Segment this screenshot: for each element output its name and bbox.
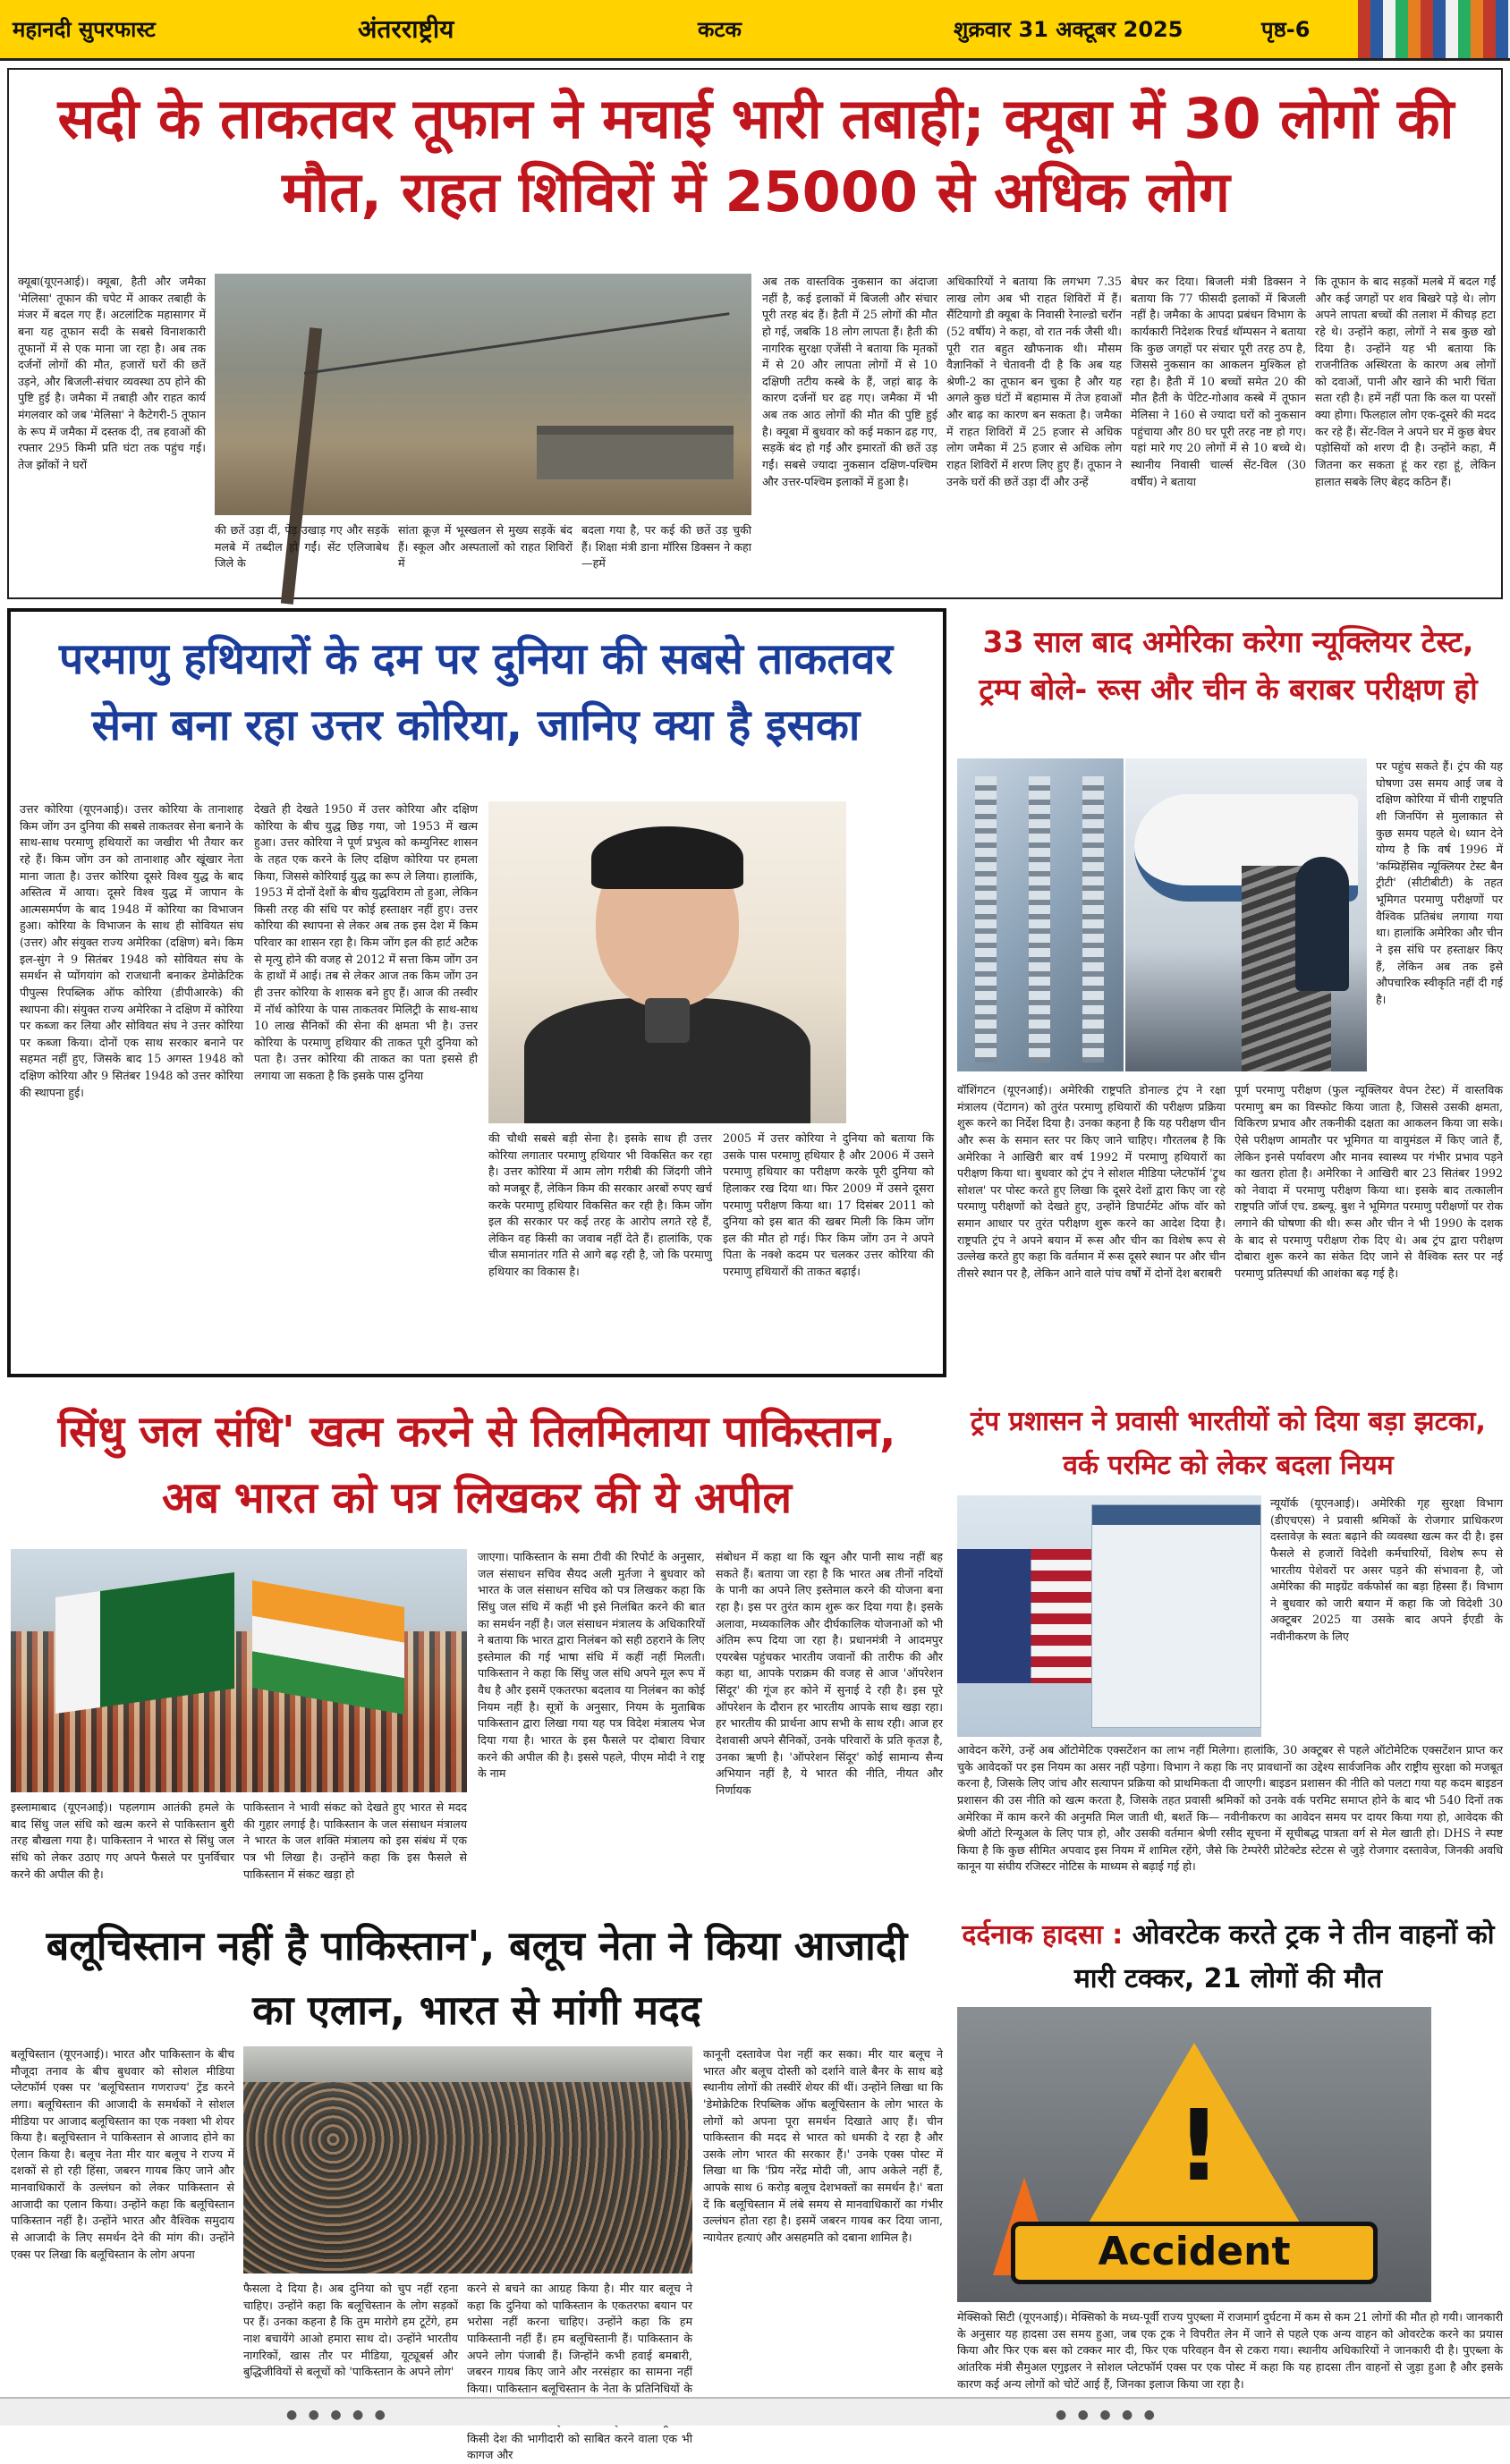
article-column: बदला गया है, पर कई की छतें उड़ चुकी हैं। शिक्षा मंत्री डाना मॉरिस डिक्सन ने कहा—हमें — [581, 523, 751, 571]
headline-hurricane — [18, 82, 1494, 229]
person-graphic — [1295, 857, 1349, 991]
id-card-graphic — [1091, 1504, 1261, 1728]
headline-balochistan — [7, 1914, 946, 2043]
headline-line-2: सेना बना रहा उत्तर कोरिया, जानिए क्या है इसका — [91, 700, 861, 751]
nuclear-lab-photo — [957, 758, 1124, 1071]
card-header-strip — [1092, 1505, 1260, 1525]
headline-line-1: ट्रंप प्रशासन ने प्रवासी भारतीयों को दिया बड़ा झटका, — [971, 1406, 1486, 1437]
article-column: उत्तर कोरिया (यूएनआई)। उत्तर कोरिया के तानाशाह किम जोंग उन दुनिया की सबसे ताकतवर सेना बनाने के साथ-साथ परमाणु हथियारों का जखीरा भी तैयार कर रहे हैं। किम जोंग उन को तानाशाह और खूंखार नेता माना जाता है। उत्तर कोरिया दूसरे विश्व युद्ध के बाद अस्तित्व में आया। दूसरे विश्व युद्ध में जापान के आत्मसमर्पण के बाद 1948 में कोरिया का विभाजन हुआ। कोरिया के विभाजन के साथ ही सोवियत संघ (उत्तर) और संयुक्त राज्य अमेरिका (दक्षिण) बने। किम इल-सुंग ने 9 सितंबर 1948 को सोवियत संघ के समर्थन से प्योंगयांग को राजधानी बनाकर डेमोक्रेटिक पीपुल्स रिपब्लिक ऑफ कोरिया (डीपीआरके) की स्थापना की। संयुक्त राज्य अमेरिका ने दक्षिण में कोरिया पर कब्जा कर लिया और सोवियत संघ ने उत्तर कोरिया पर कब्जा किया। दोनों एक साथ सरकार बनाने पर सहमत नहीं हुए, जिसके बाद 15 अगस्त 1948 को दक्षिण कोरिया और 9 सितंबर 1948 को उत्तर कोरिया की स्थापना हुई। — [20, 802, 243, 1099]
headline-north-korea — [20, 626, 932, 759]
article-column: जाएगा। पाकिस्तान के समा टीवी की रिपोर्ट के अनुसार, जल संसाधन सचिव सैयद अली मुर्तजा ने बुधवार को भारत के जल संसाधन सचिव को पत्र लिखकर कहा कि सिंधु जल संधि में कहीं भी इसे निलंबित करने की बात का समर्थन नहीं है। जल संसाधन मंत्रालय के अधिकारियों ने बताया कि भारत द्वारा निलंबन को सही ठहराने के लिए इस्तेमाल की गई भाषा संधि में कहीं नहीं मिलती। पाकिस्तान ने कहा कि सिंधु जल संधि अपने मूल रूप में वैध है और इसमें एकतरफा बदलाव या निलंबन का कोई नियम नहीं है। सूत्रों के अनुसार, नियम के मुताबिक पाकिस्तान द्वारा लिखा गया यह पत्र विदेश मंत्रालय भेज दिया गया है। भारत के इस फैसले पर दोबारा विचार करने की अपील की है। इससे पहले, पीएम मोदी ने राष्ट्र के नाम — [478, 1550, 705, 1781]
article-column: की चौथी सबसे बड़ी सेना है। इसके साथ ही उत्तर कोरिया लगातार परमाणु हथियार भी विकसित कर रहा है। उत्तर कोरिया में आम लोग गरीबी की जिंदगी जीने को मजबूर हैं, लेकिन किम की सरकार अरबों रुपए खर्च करके परमाणु हथियार विकसित कर रही है। किम जोंग इल की सरकार पर कई तरह के आरोप लगते रहे हैं, लेकिन वह किसी का जवाब नहीं देते हैं। हालांकि, एक चीज समानांतर गति से आगे बढ़ रही है, जो कि परमाणु हथियार का विकास है। — [488, 1131, 712, 1278]
accident-label: Accident — [1011, 2222, 1378, 2284]
article-column: न्यूयॉर्क (यूएनआई)। अमेरिकी गृह सुरक्षा विभाग (डीएचएस) ने प्रवासी श्रमिकों के रोजगार प्राधिकरण दस्तावेज़ के स्वतः बढ़ाने की व्यवस्था खत्म कर दी है। इस फैसले से हजारों विदेशी कर्मचारियों, विशेष रूप से भारतीय पेशेवरों पर असर पड़ने की संभावना है, जो अमेरिका की माइग्रेंट वर्कफोर्स का बड़ा हिस्सा हैं। विभाग ने बुधवार को जारी बयान में कहा कि जो विदेशी 30 अक्टूबर 2025 या उसके बाद अपने ईएडी के नवीनीकरण के लिए — [1270, 1496, 1503, 1643]
story-balochistan — [7, 1907, 946, 2462]
accident-sign-photo — [957, 2007, 1431, 2302]
headline-line-2: मौत, राहत शिविरों में 25000 से अधिक लोग — [282, 158, 1230, 224]
headline-work-permit — [954, 1401, 1503, 1487]
article-column: आवेदन करेंगे, उन्हें अब ऑटोमेटिक एक्सटेंशन का लाभ नहीं मिलेगा। हालांकि, 30 अक्टूबर से पहले ऑटोमेटिक एक्सटेंशन प्राप्त कर चुके आवेदकों पर इस नियम का असर नहीं पड़ेगा। विभाग ने कहा कि नए प्रावधानों का उद्देश्य सार्वजनिक और राष्ट्रीय सुरक्षा को मजबूत करना है, जिसके लिए जांच और सत्यापन प्रक्रिया को प्राथमिकता दी जाएगी। बाइडन प्रशासन की नीति को पलटा गया यह कदम बाइडन प्रशासन की उस नीति को खत्म करता है, जिसके तहत प्रवासी श्रमिकों को उनके वर्क परमिट समाप्त होने के बाद भी 540 दिनों तक अमेरिका में काम करने की अनुमति मिल जाती थी, बशर्ते कि— नवीनीकरण का आवेदन समय पर दायर किया गया हो, आवेदक की श्रेणी ऑटो रिन्यूअल के लिए पात्र हो, और उसकी वर्तमान श्रेणी रसीद सूचना में सूचीबद्ध पात्रता वर्ग से मेल खाती हो। DHS ने स्पष्ट किया है कि कुछ सीमित अपवाद इस नियम में शामिल रहेंगे, जैसे कि टेम्परेरी प्रोटेक्टेड स्टेटस से जुड़े रोजगार दस्तावेज, जिनकी अवधि कानून या संघीय रजिस्टर नोटिस के माध्यम से बढ़ाई गई हो। — [957, 1743, 1503, 1874]
page-number: पृष्ठ-6 — [1261, 17, 1311, 42]
article-column: क्यूबा(यूएनआई)। क्यूबा, हैती और जमैका 'मेलिसा' तूफान की चपेट में आकर तबाही के मंजर में बदल गए हैं। अटलांटिक महासागर में बना यह तूफान सदी के सबसे विनाशकारी तूफानों में से एक माना जा रहा है। अब तक दर्जनों लोगों की मौत, हजारों घरों की छतें उड़ने, और बिजली-संचार व्यवस्था ठप होने की पुष्टि हुई है। जमैका में तबाही और राहत कार्य मंगलवार को जब 'मेलिसा' ने कैटेगरी-5 तूफान के रूप में जमैका में दस्तक दी, तब हवाओं की रफ्तार 295 किमी प्रति घंटा तक पहुंच गई। तेज झोंकों ने घरों — [18, 275, 206, 471]
headline-line-2: अब भारत को पत्र लिखकर की ये अपील — [161, 1473, 793, 1524]
hair-graphic — [591, 826, 743, 889]
world-flags-banner — [1358, 0, 1510, 58]
article-column: संबोधन में कहा था कि खून और पानी साथ नहीं बह सकते हैं। बताया जा रहा है कि भारत अब तीनों नदियों के पानी का अपने लिए इस्तेमाल करने की योजना बना रहा है। इस पर तुरंत काम शुरू कर दिया गया है। इसके अलावा, मध्यकालिक और दीर्घकालिक योजनाओं को भी अंतिम रूप दिया जा रहा है। प्रधानमंत्री ने आदमपुर एयरबेस पहुंचकर भारतीय जवानों की तारीफ की और कहा था, आपके पराक्रम की वजह से आज 'ऑपरेशन सिंदूर' की गूंज हर कोने में सुनाई दे रही है। इस पूरे ऑपरेशन के दौरान हर भारतीय आपके साथ खड़ा रहा। हर भारतीय की प्रार्थना आप सभी के साथ रही। आज हर देशवासी अपने सैनिकों, उनके परिवारों के प्रति कृतज्ञ है, उनका ऋणी है। 'ऑपरेशन सिंदूर' कोई सामान्य सैन्य अभियान नहीं है, ये भारत की नीति, नीयत और निर्णायक — [716, 1550, 943, 1797]
headline-indus-water — [7, 1399, 946, 1532]
headline-line-1: बलूचिस्तान नहीं है पाकिस्तान', बलूच नेता ने किया आजादी — [46, 1922, 908, 1969]
article-column: 2005 में उत्तर कोरिया ने दुनिया को बताया कि उसके पास परमाणु हथियार है और 2006 में उसने परमाणु हथियार का परीक्षण करके पूरी दुनिया को हिलाकर रख दिया था। फिर 2009 में उसने दूसरा परमाणु परीक्षण किया था। 17 दिसंबर 2011 को दुनिया को इस बात की खबर मिली कि किम जोंग इल की मौत हो गई। फिर किम जोंग उन ने अपने पिता के नक्शे कदम पर चलकर उत्तर कोरिया की परमाणु हथियारों की ताकत बढ़ाई। — [723, 1131, 934, 1278]
headline-line-2: मारी टक्कर, 21 लोगों की मौत — [1073, 1962, 1383, 1994]
kim-jong-un-photo — [488, 801, 846, 1123]
wire-graphic — [304, 312, 730, 375]
article-column: अब तक वास्तविक नुकसान का अंदाजा नहीं है, कई इलाकों में बिजली और संचार पूरी तरह बंद हैं। हैती में 25 लोगों की मौत हो गई, जबकि 18 लोग लापता हैं। हैती की नागरिक सुरक्षा एजेंसी ने बताया कि मृतकों में से 20 और लापता लोगों में से 10 दक्षिणी तटीय कस्बे के हैं, जहां बाढ़ के कारण दर्जनों घर ढह गए। जमैका में भी अब तक आठ लोगों की मौत की पुष्टि हुई है। क्यूबा में बुधवार को कई मकान ढह गए, सड़कें बंद हो गईं और इमारतों की छतें उड़ गईं। सबसे ज्यादा नुकसान दक्षिण-पश्चिम और उत्तर-पश्चिम इलाकों में हुआ है। — [762, 275, 937, 488]
microphone-graphic — [645, 998, 690, 1043]
story-north-korea — [7, 608, 946, 1377]
wagah-border-photo — [11, 1549, 467, 1792]
article-column: सांता क्रूज़ में भूस्खलन से मुख्य सड़कें बंद हैं। स्कूल और अस्पतालों को राहत शिविरों में — [398, 523, 573, 571]
story-hurricane — [7, 68, 1503, 599]
equipment-graphic — [975, 776, 997, 1063]
page-footer — [0, 2397, 1510, 2426]
baloch-crowd-photo — [243, 2046, 692, 2273]
storm-photo — [215, 274, 751, 515]
story-accident — [954, 1907, 1503, 2393]
headline-line-1: सदी के ताकतवर तूफान ने मचाई भारी तबाही; क्यूबा में 30 लोगों की — [57, 86, 1455, 151]
headline-us-nuclear-test — [954, 619, 1503, 714]
headline-line-2: वर्क परमिट को लेकर बदला नियम — [1063, 1449, 1394, 1481]
article-column: वॉशिंगटन (यूएनआई)। अमेरिकी राष्ट्रपति डोनाल्ड ट्रंप ने रक्षा मंत्रालय (पेंटागन) को तुरंत परमाणु हथियारों की परीक्षण प्रक्रिया शुरू करने का निर्देश दिया है। उनका कहना है कि यह परीक्षण चीन और रूस के समान स्तर पर किए जाने चाहिए। गौरतलब है कि अमेरिका ने आखिरी बार वर्ष 1992 में परमाणु हथियारों का परीक्षण किया था। बुधवार को ट्रंप ने सोशल मीडिया प्लेटफॉर्म 'ट्रुथ सोशल' पर पोस्ट करते हुए लिखा कि दूसरे देशों द्वारा किए जा रहे परमाणु परीक्षणों को देखते हुए, उन्होंने डिपार्टमेंट ऑफ वॉर को समान आधार पर तुरंत परीक्षण शुरू करने का आदेश दिया है। राष्ट्रपति ट्रंप ने अपने बयान में रूस और चीन का विशेष रूप से उल्लेख करते हुए कहा कि वर्तमान में रूस दूसरे स्थान पर और चीन तीसरे स्थान पर है, लेकिन आने वाले पांच वर्षों में दोनों देश बराबरी — [957, 1083, 1226, 1280]
equipment-graphic — [1029, 776, 1050, 1063]
crowd-graphic — [243, 2082, 692, 2273]
registration-dots: ● ● ● ● ● — [286, 2408, 389, 2422]
section-title: अंतरराष्ट्रीय — [358, 14, 454, 44]
exclamation-icon: ! — [1176, 2088, 1222, 2203]
article-column: कि तूफान के बाद सड़कों मलबे में बदल गईं और कई जगहों पर शव बिखरे पड़े थे। लोग अपने लापता बच्चों की तलाश में कीचड़ हटा रहे थे। उन्होंने कहा, लोगों ने सब कुछ खो दिया है। उन्होंने यह भी बताया कि राजनीतिक अस्थिरता के कारण अब लोगों को दवाओं, पानी और खाने की भारी चिंता सता रही है। हमें नहीं पता कि कल या परसों क्या होगा। फिलहाल लोग एक-दूसरे की मदद कर रहे हैं। सेंट-विल ने अपने घर में कुछ बेघर पड़ोसियों को शरण दी है। उन्होंने कहा, मैं जितना कर सकता हूं कर रहा हूं, लेकिन हालात सबके लिए बेहद कठिन हैं। — [1315, 275, 1496, 488]
article-column: कानूनी दस्तावेज पेश नहीं कर सका। मीर यार बलूच ने भारत और बलूच दोस्ती को दर्शाने वाले बैनर के साथ बड़े स्थानीय लोगों की तस्वीरें शेयर कीं थीं। उन्होंने लिखा था कि 'डेमोक्रेटिक रिपब्लिक ऑफ बलूचिस्तान के लोग भारत के लोगों को अपना पूरा समर्थन दिखाते आए हैं। चीन पाकिस्तान की मदद से भारत को धमकी दे रहा है और उसके लोग भारत की सरकार हैं।' उनके एक्स पोस्ट में लिखा था कि 'प्रिय नरेंद्र मोदी जी, आप अकेले नहीं हैं, आपके साथ 6 करोड़ बलूच देशभक्तों का समर्थन है।' बता दें कि बलूचिस्तान में लंबे समय से मानवाधिकारों का गंभीर उल्लंघन होता रहा है। इसमें जबरन गायब कर दिया जाना, न्यायेतर हत्याएं और असहमति को दबाना शामिल है। — [703, 2047, 943, 2244]
story-us-nuclear-test — [954, 608, 1503, 1377]
headline-line-1: 33 साल बाद अमेरिका करेगा न्यूक्लियर टेस्ट, — [982, 624, 1474, 659]
headline-label: दर्दनाक हादसा : — [962, 1919, 1124, 1951]
article-column: बलूचिस्तान (यूएनआई)। भारत और पाकिस्तान के बीच मौजूदा तनाव के बीच बुधवार को सोशल मीडिया प्लेटफॉर्म एक्स पर 'बलूचिस्तान गणराज्य' ट्रेंड करने लगा। बलूचिस्तान की आजादी के समर्थकों ने सोशल मीडिया पर आजाद बलूचिस्तान का एक नक्शा भी शेयर किया है। बलूचिस्तान ने पाकिस्तान से आजाद होने का ऐलान किया है। बलूच नेता मीर यार बलूच ने राज्य में दशकों से हो रही हिंसा, जबरन गायब किए जाने और मानवाधिकारों के उल्लंघन को लेकर पाकिस्तान से आजादी का एलान किया। उन्होंने कहा कि बलूचिस्तान पाकिस्तान नहीं है। उन्होंने भारत और वैश्विक समुदाय से आजादी के लिए समर्थन देने की मांग की। उन्होंने एक्स पर लिखा कि बलूचिस्तान के लोग अपना — [11, 2047, 234, 2261]
masthead — [0, 0, 1510, 61]
trump-airplane-photo — [1125, 758, 1367, 1071]
headline-accident — [954, 1914, 1503, 2001]
story-indus-water — [7, 1392, 946, 1892]
us-flag-graphic — [957, 1549, 1091, 1683]
article-column: बेघर कर दिया। बिजली मंत्री डिक्सन ने बताया कि 77 फीसदी इलाकों में बिजली नहीं है। जमैका के आपदा प्रबंधन विभाग के कार्यकारी निदेशक रिचर्ड थॉम्पसन ने बताया कि कुछ जगहों पर संचार पूरी तरह ठप है, जिससे नुकसान का आकलन मुश्किल हो रहा है। हैती में 10 बच्चों समेत 20 की मौत हैती के पेटिट-गोआव कस्बे में तूफान मेलिसा ने 160 से ज्यादा घरों को नुकसान पहुंचाया और 80 घर पूरी तरह नष्ट हो गए। यहां मारे गए 20 लोगों में से 10 बच्चे थे। स्थानीय निवासी चार्ल्स सेंट-विल (30 वर्षीय) ने बताया — [1131, 275, 1306, 488]
article-column: अधिकारियों ने बताया कि लगभग 7.35 लाख लोग अब भी राहत शिविरों में हैं। सैंटियागो डी क्यूबा के निवासी रेनाल्डो चरॉन (52 वर्षीय) ने कहा, वो रात नर्क जैसी थी। पूरी रात बहुत खौफनाक थी। मौसम वैज्ञानिकों ने चेतावनी दी है कि अब यह श्रेणी-2 का तूफान बन चुका है और यह अगले कुछ घंटों में बहामास में तेज हवाओं और बाढ़ का कारण बन सकता है। जमैका में राहत शिविरों में 25 हजार से अधिक लोग जमैका में 25 हजार से अधिक लोग राहत शिविरों में शरण लिए हुए हैं। तूफान ने उनके घरों की छतें उड़ा दीं और उन्हें — [946, 275, 1122, 488]
article-column: पर पहुंच सकते हैं। ट्रंप की यह घोषणा उस समय आई जब वे दक्षिण कोरिया में चीनी राष्ट्रपति शी जिनपिंग से मुलाकात से कुछ समय पहले थे। ध्यान देने योग्य है कि वर्ष 1996 में 'कम्प्रिहेंसिव न्यूक्लियर टेस्ट बैन ट्रीटी' (सीटीबीटी) के तहत भूमिगत परमाणु परीक्षणों पर वैश्विक प्रतिबंध लगाया गया था। हालांकि अमेरिका और चीन ने इस संधि पर हस्ताक्षर किए हैं, लेकिन अब तक इसे औपचारिक स्वीकृति नहीं दी गई है। — [1376, 759, 1503, 1006]
story-work-permit — [954, 1392, 1503, 1892]
article-column: इस्लामाबाद (यूएनआई)। पहलगाम आतंकी हमले के बाद सिंधु जल संधि को खत्म करने से पाकिस्तान बुरी तरह बौखला गया है। पाकिस्तान ने भारत से सिंधु जल संधि को लेकर उठाए गए अपने फैसले पर पुनर्विचार करने की अपील की है। — [11, 1800, 234, 1881]
article-column: देखते ही देखते 1950 में उत्तर कोरिया और दक्षिण कोरिया के बीच युद्ध छिड़ गया, जो 1953 में खत्म हुआ। उत्तर कोरिया ने पूर्ण प्रभुत्व को कम्युनिस्ट शासन के तहत एक करने के लिए दक्षिण कोरिया पर हमला किया, जिससे कोरियाई युद्ध का रूप ले लिया। हालांकि, 1953 में दोनों देशों के बीच युद्धविराम तो हुआ, लेकिन किसी तरह की संधि पर कोई हस्ताक्षर नहीं हुए। उत्तर कोरिया की स्थापना से लेकर अब तक इस देश में किम परिवार का शासन रहा है। किम जोंग इल की हार्ट अटैक से मृत्यु होने की वजह से 2012 में सत्ता किम जोंग उन के हाथों में आई। तब से लेकर आज तक किम जोंग उन ही उत्तर कोरिया के शासक बने हुए हैं। आज की तस्वीर में नॉर्थ कोरिया के पास ताकतवर मिलिट्री के साथ-साथ 10 लाख सैनिकों की सेना की क्षमता भी है। उत्तर कोरिया के परमाणु हथियार की ताकत पूरी दुनिया को पता है। उत्तर कोरिया की ताकत का पता इससे ही लगाया जा सकता है कि इसके पास दुनिया — [254, 802, 478, 1082]
issue-date: शुक्रवार 31 अक्टूबर 2025 — [954, 17, 1183, 42]
article-column: फैसला दे दिया है। अब दुनिया को चुप नहीं रहना चाहिए। उन्होंने कहा कि बलूचिस्तान के लोग सड़कों पर हैं। उनका कहना है कि तुम मारोगे हम टूटेंगे, हम नाश बचायेंगे आओ हमारा साथ दो। उन्होंने भारतीय नागरिकों, खास तौर पर मीडिया, यूट्यूबर्स और बुद्धिजीवियों से बलूचों को 'पाकिस्तान के अपने लोग' — [243, 2282, 458, 2379]
headline-line-1: सिंधु जल संधि' खत्म करने से तिलमिलाया पाकिस्तान, — [57, 1407, 896, 1457]
article-column: पूर्ण परमाणु परीक्षण (फुल न्यूक्लियर वेपन टेस्ट) में वास्तविक परमाणु बम का विस्फोट किया जाता है, जिससे उसकी क्षमता, विकिरण प्रभाव और तकनीकी दक्षता का आकलन किया जा सके। ऐसे परीक्षण आमतौर पर भूमिगत या वायुमंडल में किए जाते हैं, लेकिन इनसे पर्यावरण और मानव स्वास्थ्य पर गंभीर प्रभाव पड़ने का खतरा होता है। अमेरिका ने आखिरी बार 23 सितंबर 1992 को नेवादा में परमाणु परीक्षण किया था। इसके बाद तत्कालीन राष्ट्रपति जॉर्ज एच. डब्ल्यू. बुश ने भूमिगत परमाणु परीक्षणों पर रोक लगाने की घोषणा की थी। रूस और चीन ने भी 1990 के दशक के बाद से परमाणु परीक्षण रोक दिए थे। अब ट्रंप द्वारा परीक्षण दोबारा शुरू करने का संकेत दिए जाने से वैश्विक स्तर पर नई परमाणु प्रतिस्पर्धा की आशंका बढ़ गई है। — [1234, 1083, 1503, 1280]
paper-name: महानदी सुपरफास्ट — [13, 17, 156, 42]
employment-card-photo — [957, 1495, 1261, 1737]
article-column: मेक्सिको सिटी (यूएनआई)। मेक्सिको के मध्य-पूर्वी राज्य पुएब्ला में राजमार्ग दुर्घटना में कम से कम 21 लोगों की मौत हो गयी। जानकारी के अनुसार यह हादसा उस समय हुआ, जब एक ट्रक ने विपरीत लेन में जाने से पहले एक अन्य वाहन को ओवरटेक करने का प्रयास किया और फिर एक बस को टक्कर मार दी, फिर एक परिवहन वैन से टकरा गया। स्थानीय अधिकारियों ने जानकारी दी है। पुएब्ला के आंतरिक मंत्री सैमुअल एगुइलर ने सोशल प्लेटफॉर्म एक्स पर एक पोस्ट में कहा कि यह हादसा तीन वाहनों से जुड़ा हुआ है और इसके कारण कई अन्य लोगों को चोटें आई हैं, जिनका इलाज किया जा रहा है। — [957, 2310, 1503, 2391]
registration-dots: ● ● ● ● ● — [1056, 2408, 1158, 2422]
headline-line-1 — [954, 1914, 1503, 1958]
headline-text: ओवरटेक करते ट्रक ने तीन वाहनों को — [1123, 1919, 1495, 1951]
headline-line-2: ट्रम्प बोले- रूस और चीन के बराबर परीक्षण हो — [979, 671, 1478, 707]
article-column: पाकिस्तान ने भावी संकट को देखते हुए भारत से मदद की गुहार लगाई है। पाकिस्तान के जल संसाधन मंत्रालय ने भारत के जल शक्ति मंत्रालय को इस संबंध में एक पत्र भी लिखा है। उन्होंने कहा कि इस फैसले से पाकिस्तान में संकट खड़ा हो — [243, 1800, 467, 1881]
edition-city: कटक — [698, 17, 742, 42]
headline-line-1: परमाणु हथियारों के दम पर दुनिया की सबसे ताकतवर — [58, 634, 894, 684]
article-column: की छतें उड़ा दीं, पेड़ उखाड़ गए और सड़कें मलबे में तब्दील हो गईं। सेंट एलिजाबेथ जिले के — [215, 523, 389, 571]
house-graphic — [537, 426, 734, 479]
article-column: करने से बचने का आग्रह किया है। मीर यार बलूच ने कहा कि दुनिया को पाकिस्तान के एकतरफा बयान पर भरोसा नहीं करना चाहिए। उन्होंने कहा कि हम पाकिस्तानी नहीं हैं। हम बलूचिस्तानी हैं। पाकिस्तान के अपने लोग पंजाबी हैं। जिन्होंने कभी हवाई बमबारी, जबरन गायब किए जाने और नरसंहार का सामना नहीं किया। पाकिस्तान बलूचिस्तान के नेता के प्रतिनिधियों के किसी देश की भागीदारी को साबित करने वाला एक भी कागज और — [467, 2282, 692, 2462]
equipment-graphic — [1082, 776, 1104, 1063]
headline-line-2: का एलान, भारत से मांगी मदद — [252, 1986, 701, 2034]
